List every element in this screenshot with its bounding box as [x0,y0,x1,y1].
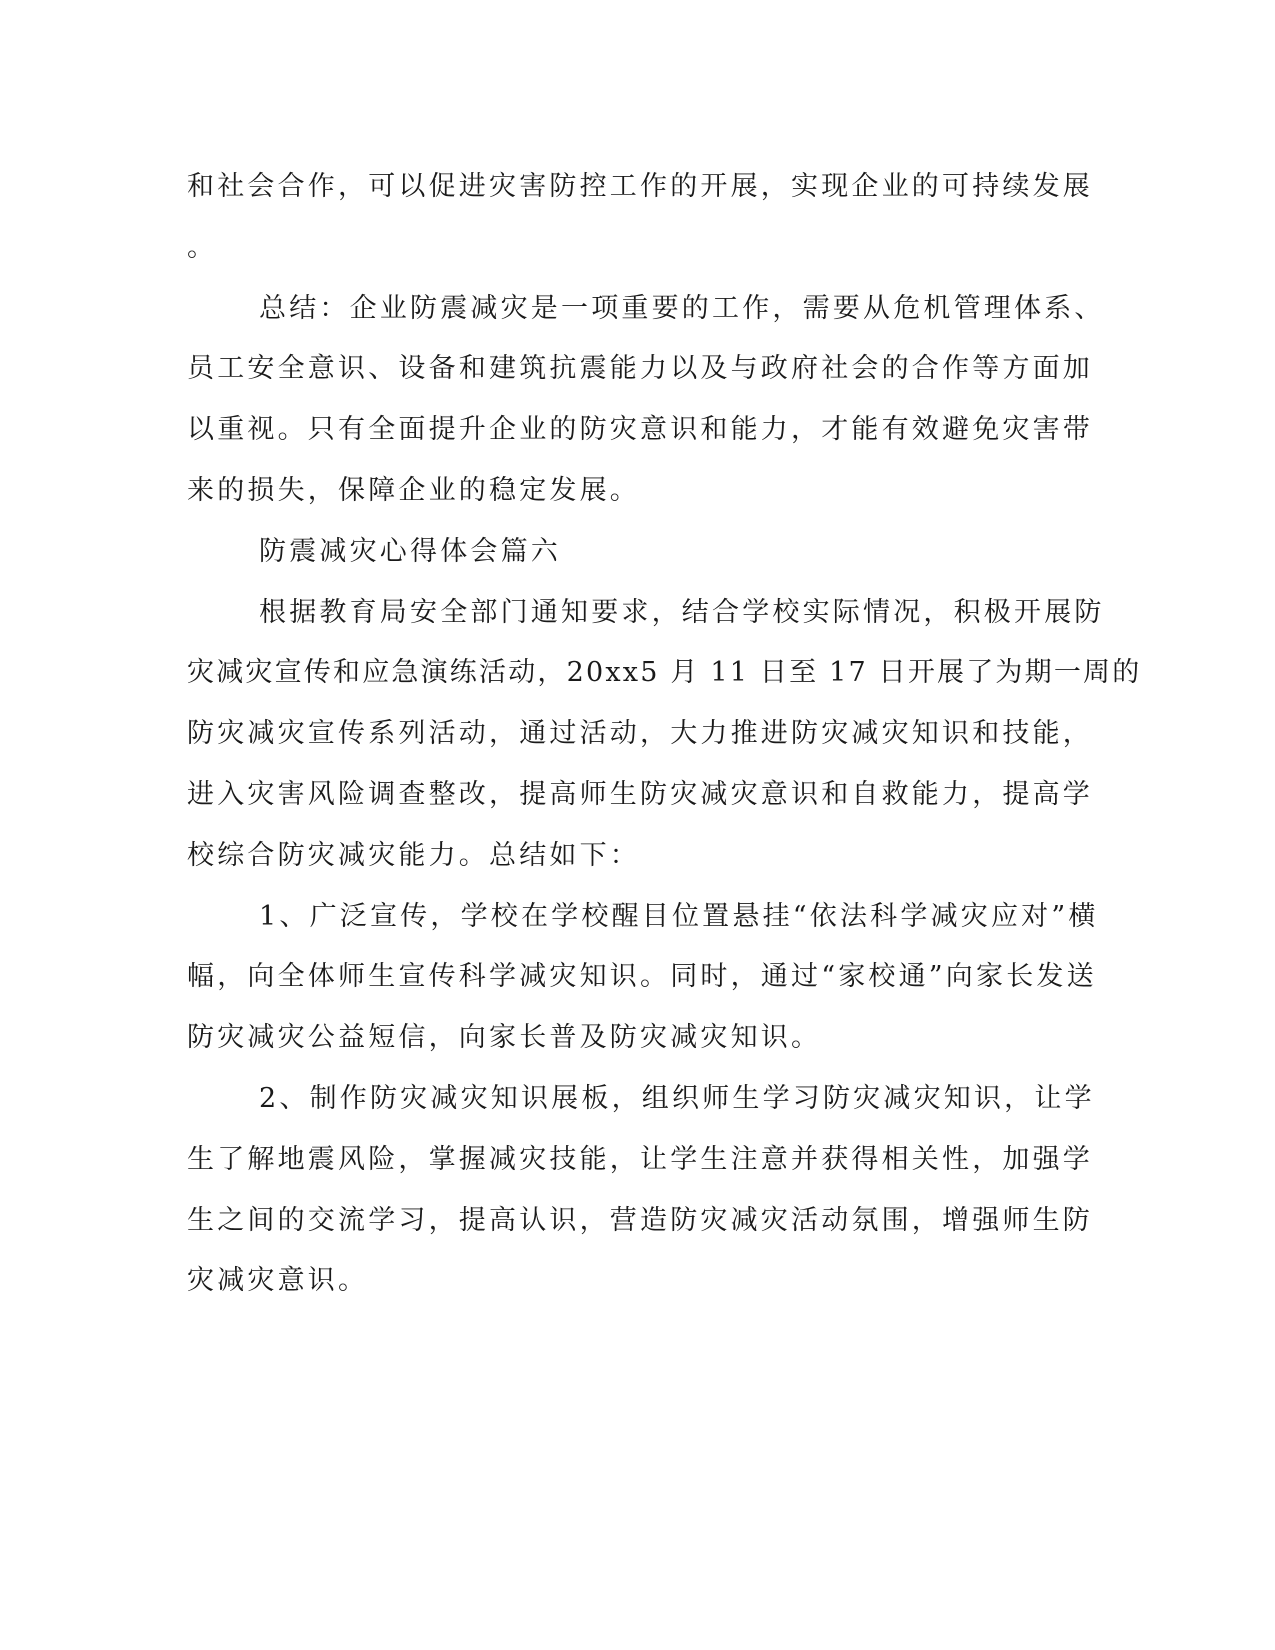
text-line: 防灾减灾宣传系列活动，通过活动，大力推进防灾减灾知识和技能， [187,718,1093,750]
text-line: 。 [187,231,218,263]
text-line: 生之间的交流学习，提高认识，营造防灾减灾活动氛围，增强师生防 [187,1204,1093,1236]
text-line: 防灾减灾公益短信，向家长普及防灾减灾知识。 [187,1022,822,1054]
text-line: 灾减灾宣传和应急演练活动，20xx5 月 11 日至 17 日开展了为期一周的 [187,657,1142,689]
text-line: 总结：企业防震减灾是一项重要的工作，需要从危机管理体系、 [259,292,1105,324]
text-line: 员工安全意识、设备和建筑抗震能力以及与政府社会的合作等方面加 [187,353,1093,385]
text-line: 校综合防灾减灾能力。总结如下： [187,839,640,871]
text-line: 2、制作防灾减灾知识展板，组织师生学习防灾减灾知识，让学 [259,1082,1095,1114]
text-line: 和社会合作，可以促进灾害防控工作的开展，实现企业的可持续发展 [187,171,1093,202]
text-line: 进入灾害风险调查整改，提高师生防灾减灾意识和自救能力，提高学 [187,778,1093,810]
text-line: 根据教育局安全部门通知要求，结合学校实际情况，积极开展防 [259,596,1105,628]
document-body [187,157,1142,1312]
text-line: 幅，向全体师生宣传科学减灾知识。同时，通过“家校通”向家长发送 [187,961,1097,993]
text-line: 1、广泛宣传，学校在学校醒目位置悬挂“依法科学减灾应对”横 [259,900,1099,932]
section-heading: 防震减灾心得体会篇六 [259,535,561,567]
text-line: 生了解地震风险，掌握减灾技能，让学生注意并获得相关性，加强学 [187,1143,1093,1175]
text-line: 以重视。只有全面提升企业的防灾意识和能力，才能有效避免灾害带 [187,414,1093,446]
text-line: 灾减灾意识。 [187,1265,369,1297]
text-line: 来的损失，保障企业的稳定发展。 [187,474,640,506]
